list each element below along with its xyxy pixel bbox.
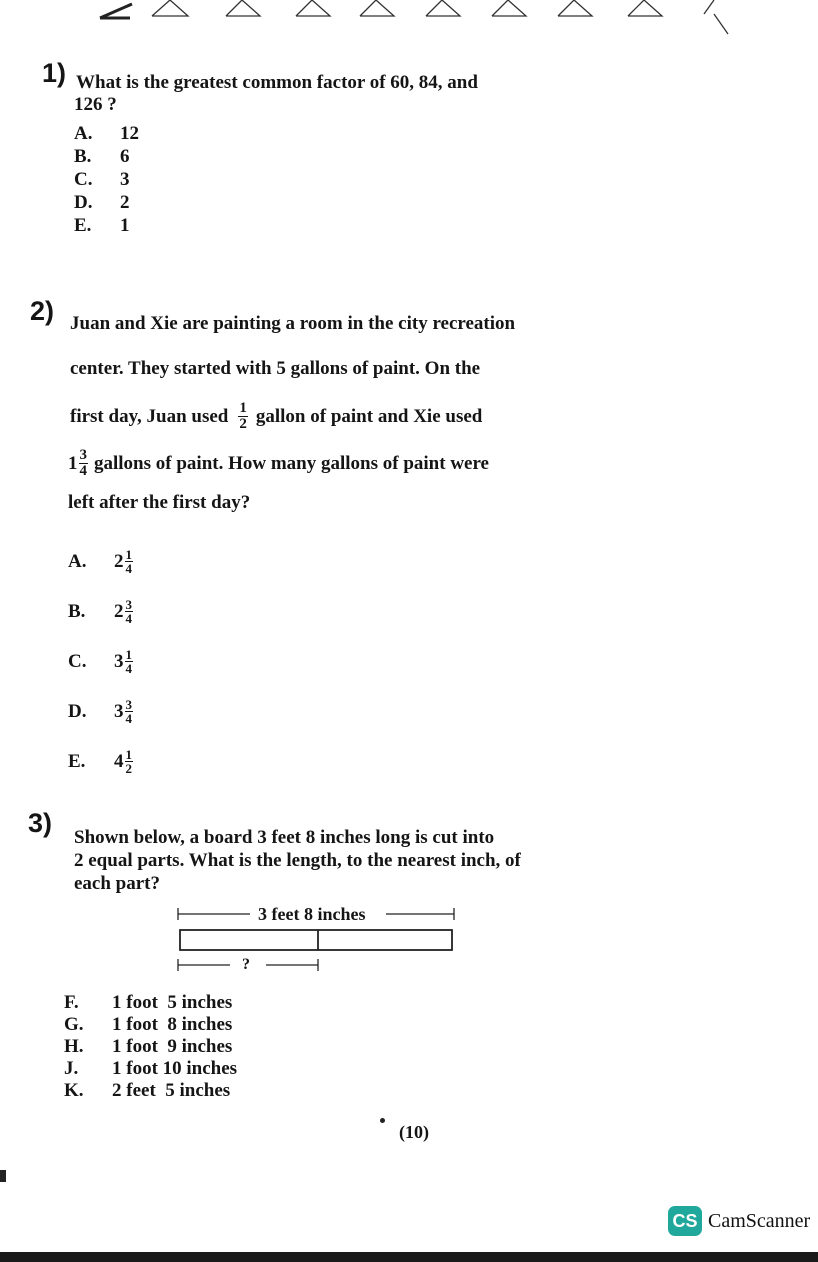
mixed-whole: 3 xyxy=(114,700,124,722)
option-value: 2 feet 5 inches xyxy=(112,1080,231,1101)
question-1-options xyxy=(74,122,139,237)
board-length-label: 3 feet 8 inches xyxy=(258,904,366,924)
option-letter: B. xyxy=(74,146,92,167)
question-2-line4-end: gallons of paint. How many gallons of paint were xyxy=(94,452,489,474)
fraction-numerator: 1 xyxy=(125,646,132,662)
option-h[interactable] xyxy=(64,1036,237,1058)
top-triangles-row xyxy=(0,0,818,40)
board-rectangle xyxy=(180,930,452,950)
question-3-options xyxy=(64,992,237,1102)
mixed-whole: 1 xyxy=(68,452,78,474)
fraction-denominator: 4 xyxy=(125,610,132,626)
page-number: (10) xyxy=(399,1122,429,1142)
option-value: 3 xyxy=(120,169,130,190)
option-d[interactable] xyxy=(74,191,139,214)
option-value: 1 foot 8 inches xyxy=(112,1014,233,1035)
option-a[interactable] xyxy=(68,536,133,586)
triangle-4 xyxy=(360,0,394,16)
option-letter: F. xyxy=(64,992,79,1013)
speck-dot xyxy=(380,1118,385,1123)
question-1-text-line1: What is the greatest common factor of 60, 84, and xyxy=(76,72,478,93)
triangle-3 xyxy=(296,0,330,16)
angle-mark xyxy=(100,4,132,18)
option-e[interactable] xyxy=(68,736,133,786)
option-letter: C. xyxy=(68,650,87,672)
fraction-denominator: 4 xyxy=(125,660,132,676)
camscanner-name: CamScanner xyxy=(708,1209,811,1232)
option-j[interactable] xyxy=(64,1058,237,1080)
option-value: 1 foot 5 inches xyxy=(112,992,233,1013)
question-2-line1: Juan and Xie are painting a room in the city recreation xyxy=(70,313,516,334)
option-value: 1 xyxy=(120,215,130,236)
option-fraction xyxy=(125,698,134,725)
question-2-options xyxy=(68,536,133,786)
mixed-whole: 4 xyxy=(114,750,124,772)
camscanner-badge-text: CS xyxy=(672,1210,698,1231)
question-3-line3: each part? xyxy=(74,873,161,894)
option-letter: B. xyxy=(68,600,86,622)
part-length-label: ? xyxy=(242,956,250,973)
option-value: 6 xyxy=(120,146,130,167)
question-2-line3-start: first day, Juan used xyxy=(70,405,229,427)
option-fraction xyxy=(125,648,134,675)
option-letter: E. xyxy=(74,215,92,236)
camscanner-watermark xyxy=(668,1206,810,1236)
option-e[interactable] xyxy=(74,214,139,237)
fraction-denominator: 4 xyxy=(125,560,132,576)
option-value: 12 xyxy=(120,123,139,144)
camscanner-logo-icon xyxy=(668,1206,702,1236)
triangle-shapes xyxy=(0,0,818,40)
option-value: 1 foot 9 inches xyxy=(112,1036,233,1057)
triangle-5 xyxy=(426,0,460,16)
option-d[interactable] xyxy=(68,686,133,736)
option-f[interactable] xyxy=(64,992,237,1014)
fraction-denominator: 4 xyxy=(125,710,132,726)
question-2-line3 xyxy=(70,401,482,432)
option-value xyxy=(114,748,133,775)
option-letter: E. xyxy=(68,750,86,772)
option-fraction xyxy=(125,548,134,575)
fraction-numerator: 3 xyxy=(79,447,87,463)
option-letter: H. xyxy=(64,1036,84,1057)
mixed-whole: 2 xyxy=(114,550,124,572)
fraction-numerator: 1 xyxy=(239,400,247,416)
option-k[interactable] xyxy=(64,1080,237,1102)
triangle-9-partial xyxy=(704,0,728,34)
option-letter: G. xyxy=(64,1014,84,1035)
question-2-line2: center. They started with 5 gallons of paint. On the xyxy=(70,358,481,379)
mixed-whole: 3 xyxy=(114,650,124,672)
fraction-numerator: 1 xyxy=(125,746,132,762)
option-b[interactable] xyxy=(74,145,139,168)
mixed-whole: 2 xyxy=(114,600,124,622)
option-value xyxy=(114,648,133,675)
board-diagram xyxy=(170,900,470,980)
triangle-1 xyxy=(152,0,188,16)
fraction-denominator: 4 xyxy=(79,463,87,479)
bottom-dark-bar xyxy=(0,1252,818,1262)
question-1-number: 1) xyxy=(42,58,67,88)
option-letter: D. xyxy=(74,192,93,213)
fraction-three-quarters xyxy=(79,448,89,479)
fraction-one-half xyxy=(238,401,248,432)
question-3-line2: 2 equal parts. What is the length, to the nearest inch, of xyxy=(74,850,521,871)
question-3-line1: Shown below, a board 3 feet 8 inches long is cut into xyxy=(74,827,495,848)
option-letter: C. xyxy=(74,169,93,190)
question-1-text-line2: 126 ? xyxy=(74,94,117,115)
question-2-line3-end: gallon of paint and Xie used xyxy=(255,405,483,427)
option-a[interactable] xyxy=(74,122,139,145)
fraction-denominator: 2 xyxy=(125,760,132,776)
question-2-number: 2) xyxy=(30,296,55,326)
question-3-number: 3) xyxy=(28,808,53,838)
option-letter: A. xyxy=(74,123,93,144)
option-letter: K. xyxy=(64,1080,84,1101)
option-letter: A. xyxy=(68,550,87,572)
fraction-numerator: 1 xyxy=(125,546,132,562)
triangle-8 xyxy=(628,0,662,16)
question-2-line4 xyxy=(68,448,489,479)
option-letter: D. xyxy=(68,700,87,722)
edge-mark xyxy=(0,1170,6,1182)
option-fraction xyxy=(125,598,134,625)
option-c[interactable] xyxy=(68,636,133,686)
option-c[interactable] xyxy=(74,168,139,191)
option-b[interactable] xyxy=(68,586,133,636)
option-fraction xyxy=(125,748,134,775)
option-value xyxy=(114,598,133,625)
fraction-numerator: 3 xyxy=(125,696,132,712)
triangle-2 xyxy=(226,0,260,16)
option-value: 1 foot 10 inches xyxy=(112,1058,238,1079)
question-2-line5: left after the first day? xyxy=(68,492,251,513)
option-g[interactable] xyxy=(64,1014,237,1036)
fraction-numerator: 3 xyxy=(125,596,132,612)
option-value xyxy=(114,548,133,575)
triangle-6 xyxy=(492,0,526,16)
option-letter: J. xyxy=(64,1058,79,1079)
option-value: 2 xyxy=(120,192,130,213)
option-value xyxy=(114,698,133,725)
triangle-7 xyxy=(558,0,592,16)
fraction-denominator: 2 xyxy=(239,416,247,432)
